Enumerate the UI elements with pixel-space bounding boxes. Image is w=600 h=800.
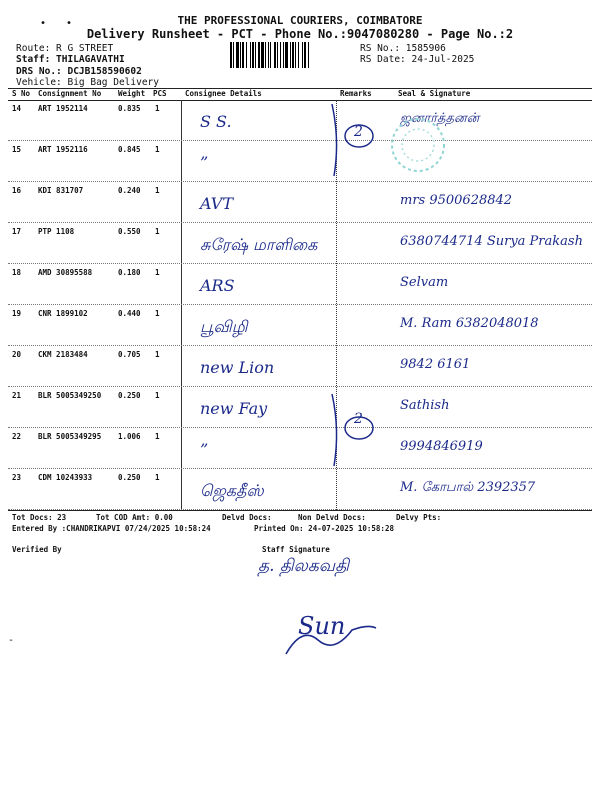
row-sno: 16 <box>12 186 22 195</box>
row-sno: 15 <box>12 145 22 154</box>
barcode-bar <box>292 42 294 68</box>
row-signature: mrs 9500628842 <box>400 193 513 208</box>
col-remarks: Remarks <box>340 89 372 98</box>
barcode-bar <box>246 42 247 68</box>
row-weight: 0.250 <box>118 391 141 400</box>
row-sno: 20 <box>12 350 22 359</box>
corner-dot: • <box>66 18 73 29</box>
row-consignee: ” <box>200 153 209 172</box>
barcode-bar <box>304 42 306 68</box>
printed-on: Printed On: 24-07-2025 10:58:28 <box>254 524 394 533</box>
entered-by: Entered By :CHANDRIKAPVI 07/24/2025 10:58:24 <box>12 524 211 533</box>
barcode-bar <box>265 42 266 68</box>
row-signature: Selvam <box>400 275 449 290</box>
barcode-bar <box>274 42 276 68</box>
row-consignment: CKM 2183484 <box>38 350 88 359</box>
col-consignment: Consignment No <box>38 89 102 98</box>
row-pcs: 1 <box>155 432 160 441</box>
row-consignee: ” <box>200 440 209 459</box>
row-consignee: ARS <box>200 276 235 295</box>
row-pcs: 1 <box>155 186 160 195</box>
company-title: THE PROFESSIONAL COURIERS, COIMBATORE <box>177 14 423 27</box>
row-sno: 18 <box>12 268 22 277</box>
rs-number: RS No.: 1585906 <box>360 43 446 54</box>
row-consignment: CDM 10243933 <box>38 473 93 482</box>
row-separator <box>8 468 592 469</box>
table-bottom-rule <box>8 510 592 511</box>
route: Route: R G STREET <box>16 43 114 54</box>
table-header-rule <box>8 100 592 101</box>
row-consignment: AMD 30895588 <box>38 268 93 277</box>
row-pcs: 1 <box>155 473 160 482</box>
seal-stamp <box>378 110 458 180</box>
barcode-bar <box>242 42 244 68</box>
row-signature: M. Ram 6382048018 <box>400 316 539 331</box>
row-separator <box>8 222 592 223</box>
barcode-bar <box>280 42 281 68</box>
row-pcs: 1 <box>155 309 160 318</box>
col-pcs: PCS <box>153 89 167 98</box>
total-cod: Tot COD Amt: 0.00 <box>96 513 173 522</box>
signature-flourish <box>282 620 382 660</box>
col-consignee: Consignee Details <box>185 89 262 98</box>
row-consignment: ART 1952114 <box>38 104 88 113</box>
row-consignee: ஜெகதீஸ் <box>200 481 264 500</box>
margin-mark: - <box>8 635 15 646</box>
row-sno: 22 <box>12 432 22 441</box>
row-signature: M. கோபால் 2392357 <box>400 480 536 495</box>
barcode-bar <box>283 42 284 68</box>
barcode-bar <box>233 42 234 68</box>
barcode-bar <box>268 42 269 68</box>
row-pcs: 1 <box>155 391 160 400</box>
row-weight: 0.180 <box>118 268 141 277</box>
barcode-bar <box>255 42 256 68</box>
row-signature: 6380744714 Surya Prakash <box>400 234 583 249</box>
row-weight: 0.250 <box>118 473 141 482</box>
barcode-bar <box>240 42 241 68</box>
total-docs: Tot Docs: 23 <box>12 513 67 522</box>
barcode-bar <box>302 42 303 68</box>
row-weight: 0.240 <box>118 186 141 195</box>
row-pcs: 1 <box>155 104 160 113</box>
bottom-signature: Sun <box>298 612 346 640</box>
barcode-bar <box>230 42 232 68</box>
runsheet-title: Delivery Runsheet - PCT - Phone No.:9047080280 - Page No.:2 <box>86 27 514 41</box>
row-weight: 0.705 <box>118 350 141 359</box>
row-consignee: சுரேஷ் மாளிகை <box>200 235 318 254</box>
row-sno: 14 <box>12 104 22 113</box>
row-consignee: பூவிழி <box>200 317 248 336</box>
barcode <box>230 42 355 68</box>
row-separator <box>8 345 592 346</box>
col-signature: Seal & Signature <box>398 89 471 98</box>
barcode-bar <box>290 42 291 68</box>
barcode-bar <box>298 42 299 68</box>
barcode-bar <box>308 42 309 68</box>
barcode-bar <box>270 42 271 68</box>
barcode-bar <box>261 42 264 68</box>
row-pcs: 1 <box>155 145 160 154</box>
col-sno: S No <box>12 89 31 98</box>
row-signature: 9994846919 <box>400 439 483 454</box>
delivery-points: Delvy Pts: <box>396 513 442 522</box>
row-separator <box>8 386 592 387</box>
row-consignee: AVT <box>200 194 233 213</box>
row-remark: 2 <box>354 124 363 140</box>
row-sno: 21 <box>12 391 22 400</box>
delivered-docs: Delvd Docs: <box>222 513 272 522</box>
row-consignment: ART 1952116 <box>38 145 88 154</box>
row-weight: 1.006 <box>118 432 141 441</box>
row-separator <box>8 263 592 264</box>
row-separator <box>8 140 592 141</box>
row-consignment: PTP 1108 <box>38 227 75 236</box>
barcode-bar <box>295 42 296 68</box>
row-weight: 0.440 <box>118 309 141 318</box>
row-remark: 2 <box>354 411 363 427</box>
row-consignee: new Fay <box>200 399 268 418</box>
row-sno: 17 <box>12 227 22 236</box>
row-separator <box>8 304 592 305</box>
col-separator <box>181 100 182 510</box>
verified-by: Verified By <box>12 545 62 554</box>
remark-circle <box>342 414 376 442</box>
staff: Staff: THILAGAVATHI <box>16 54 125 65</box>
row-pcs: 1 <box>155 227 160 236</box>
barcode-bar <box>285 42 288 68</box>
col-weight: Weight <box>118 89 146 98</box>
remark-circle <box>342 122 376 150</box>
staff-signature: த. திலகவதி <box>258 556 349 576</box>
row-weight: 0.835 <box>118 104 141 113</box>
row-consignee: S S. <box>200 112 232 131</box>
row-consignment: BLR 5005349250 <box>38 391 102 400</box>
rs-date: RS Date: 24-Jul-2025 <box>360 54 475 65</box>
row-separator <box>8 427 592 428</box>
row-consignment: KDI 831707 <box>38 186 84 195</box>
non-delivered-docs: Non Delvd Docs: <box>298 513 366 522</box>
row-pcs: 1 <box>155 268 160 277</box>
row-signature: Sathish <box>400 398 450 413</box>
barcode-bar <box>277 42 278 68</box>
drs-number: DRS No.: DCJB158590602 <box>16 66 142 77</box>
row-pcs: 1 <box>155 350 160 359</box>
row-consignment: CNR 1899102 <box>38 309 88 318</box>
vehicle: Vehicle: Big Bag Delivery <box>16 77 159 88</box>
row-signature: ஜனார்த்தனன் <box>400 111 480 126</box>
corner-dot: • <box>40 18 47 29</box>
barcode-bar <box>250 42 251 68</box>
barcode-bar <box>252 42 254 68</box>
row-separator <box>8 181 592 182</box>
barcode-bar <box>258 42 260 68</box>
row-signature: 9842 6161 <box>400 357 471 372</box>
row-consignee: new Lion <box>200 358 275 377</box>
row-weight: 0.845 <box>118 145 141 154</box>
row-consignment: BLR 5005349295 <box>38 432 102 441</box>
row-sno: 23 <box>12 473 22 482</box>
row-weight: 0.550 <box>118 227 141 236</box>
barcode-bar <box>236 42 239 68</box>
row-sno: 19 <box>12 309 22 318</box>
staff-signature-label: Staff Signature <box>262 545 330 554</box>
